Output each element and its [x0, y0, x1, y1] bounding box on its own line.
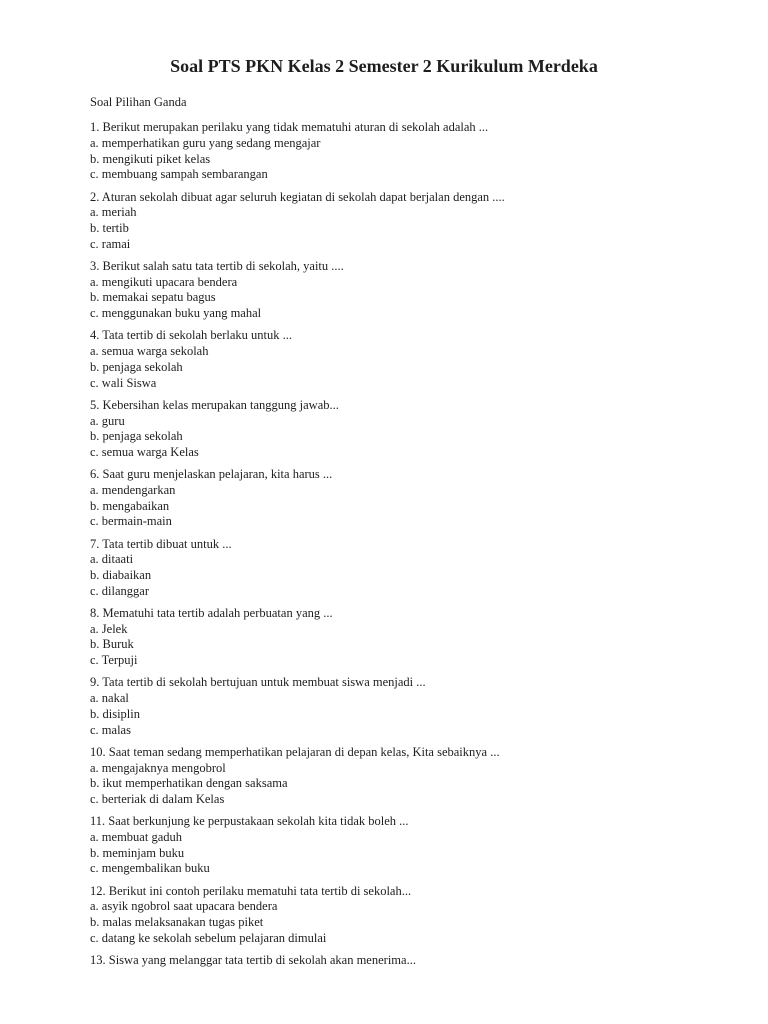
option-line: a. semua warga sekolah — [90, 344, 209, 359]
question-text: 3. Berikut salah satu tata tertib di sekolah, yaitu .... — [90, 259, 344, 274]
option-line: c. datang ke sekolah sebelum pelajaran dimulai — [90, 930, 327, 945]
question-text: 4. Tata tertib di sekolah berlaku untuk ... — [90, 328, 292, 343]
question-8 — [90, 606, 678, 669]
option-line: c. semua warga Kelas — [90, 444, 199, 459]
option-line: c. malas — [90, 722, 131, 737]
question-text: 9. Tata tertib di sekolah bertujuan untuk membuat siswa menjadi ... — [90, 675, 426, 690]
option-line: a. asyik ngobrol saat upacara bendera — [90, 899, 278, 914]
option-line: a. mendengarkan — [90, 482, 176, 497]
option-line: c. ramai — [90, 236, 131, 251]
question-text: 7. Tata tertib dibuat untuk ... — [90, 536, 232, 551]
section-label: Soal Pilihan Ganda — [90, 95, 187, 109]
question-7 — [90, 537, 678, 600]
option-line: b. meminjam buku — [90, 845, 185, 860]
option-line: a. nakal — [90, 691, 129, 706]
option-line: a. meriah — [90, 205, 137, 220]
document-title: Soal PTS PKN Kelas 2 Semester 2 Kurikulum Merdeka — [170, 56, 598, 76]
option-line: c. menggunakan buku yang mahal — [90, 306, 262, 321]
option-line: a. Jelek — [90, 621, 128, 636]
question-6 — [90, 467, 678, 530]
option-line: b. malas melaksanakan tugas piket — [90, 915, 264, 930]
option-line: a. memperhatikan guru yang sedang mengajar — [90, 135, 321, 150]
option-line: a. mengajaknya mengobrol — [90, 760, 226, 775]
question-4 — [90, 328, 678, 391]
option-line: b. tertib — [90, 221, 129, 236]
question-text: 12. Berikut ini contoh perilaku mematuhi tata tertib di sekolah... — [90, 883, 412, 898]
question-10 — [90, 745, 678, 808]
option-line: c. berteriak di dalam Kelas — [90, 791, 225, 806]
question-text: 10. Saat teman sedang memperhatikan pelajaran di depan kelas, Kita sebaiknya ... — [90, 744, 500, 759]
option-line: b. mengikuti piket kelas — [90, 151, 211, 166]
option-line: a. guru — [90, 413, 125, 428]
option-line: b. penjaga sekolah — [90, 359, 183, 374]
question-text: 13. Siswa yang melanggar tata tertib di sekolah akan menerima... — [90, 953, 416, 968]
option-line: c. membuang sampah sembarangan — [90, 167, 268, 182]
question-text: 8. Mematuhi tata tertib adalah perbuatan yang ... — [90, 606, 333, 621]
question-3 — [90, 259, 678, 322]
question-5 — [90, 398, 678, 461]
option-line: c. wali Siswa — [90, 375, 157, 390]
question-12 — [90, 884, 678, 947]
question-text: 5. Kebersihan kelas merupakan tanggung jawab... — [90, 397, 339, 412]
option-line: b. mengabaikan — [90, 498, 170, 513]
option-line: a. mengikuti upacara bendera — [90, 274, 238, 289]
question-text: 2. Aturan sekolah dibuat agar seluruh kegiatan di sekolah dapat berjalan dengan .... — [90, 189, 505, 204]
option-line: c. Terpuji — [90, 653, 138, 668]
option-line: b. Buruk — [90, 637, 134, 652]
option-line: b. diabaikan — [90, 568, 152, 583]
question-9 — [90, 675, 678, 738]
question-2 — [90, 190, 678, 253]
question-text: 1. Berikut merupakan perilaku yang tidak mematuhi aturan di sekolah adalah ... — [90, 120, 489, 135]
option-line: b. memakai sepatu bagus — [90, 290, 216, 305]
option-line: c. bermain-main — [90, 514, 172, 529]
question-11 — [90, 814, 678, 877]
option-line: b. penjaga sekolah — [90, 429, 183, 444]
option-line: a. ditaati — [90, 552, 134, 567]
question-list — [90, 120, 678, 969]
question-1 — [90, 120, 678, 183]
option-line: b. disiplin — [90, 706, 141, 721]
question-text: 6. Saat guru menjelaskan pelajaran, kita harus ... — [90, 467, 333, 482]
option-line: a. membuat gaduh — [90, 829, 182, 844]
question-text: 11. Saat berkunjung ke perpustakaan sekolah kita tidak boleh ... — [90, 814, 409, 829]
option-line: b. ikut memperhatikan dengan saksama — [90, 776, 288, 791]
question-13 — [90, 953, 678, 969]
option-line: c. mengembalikan buku — [90, 861, 210, 876]
option-line: c. dilanggar — [90, 583, 150, 598]
